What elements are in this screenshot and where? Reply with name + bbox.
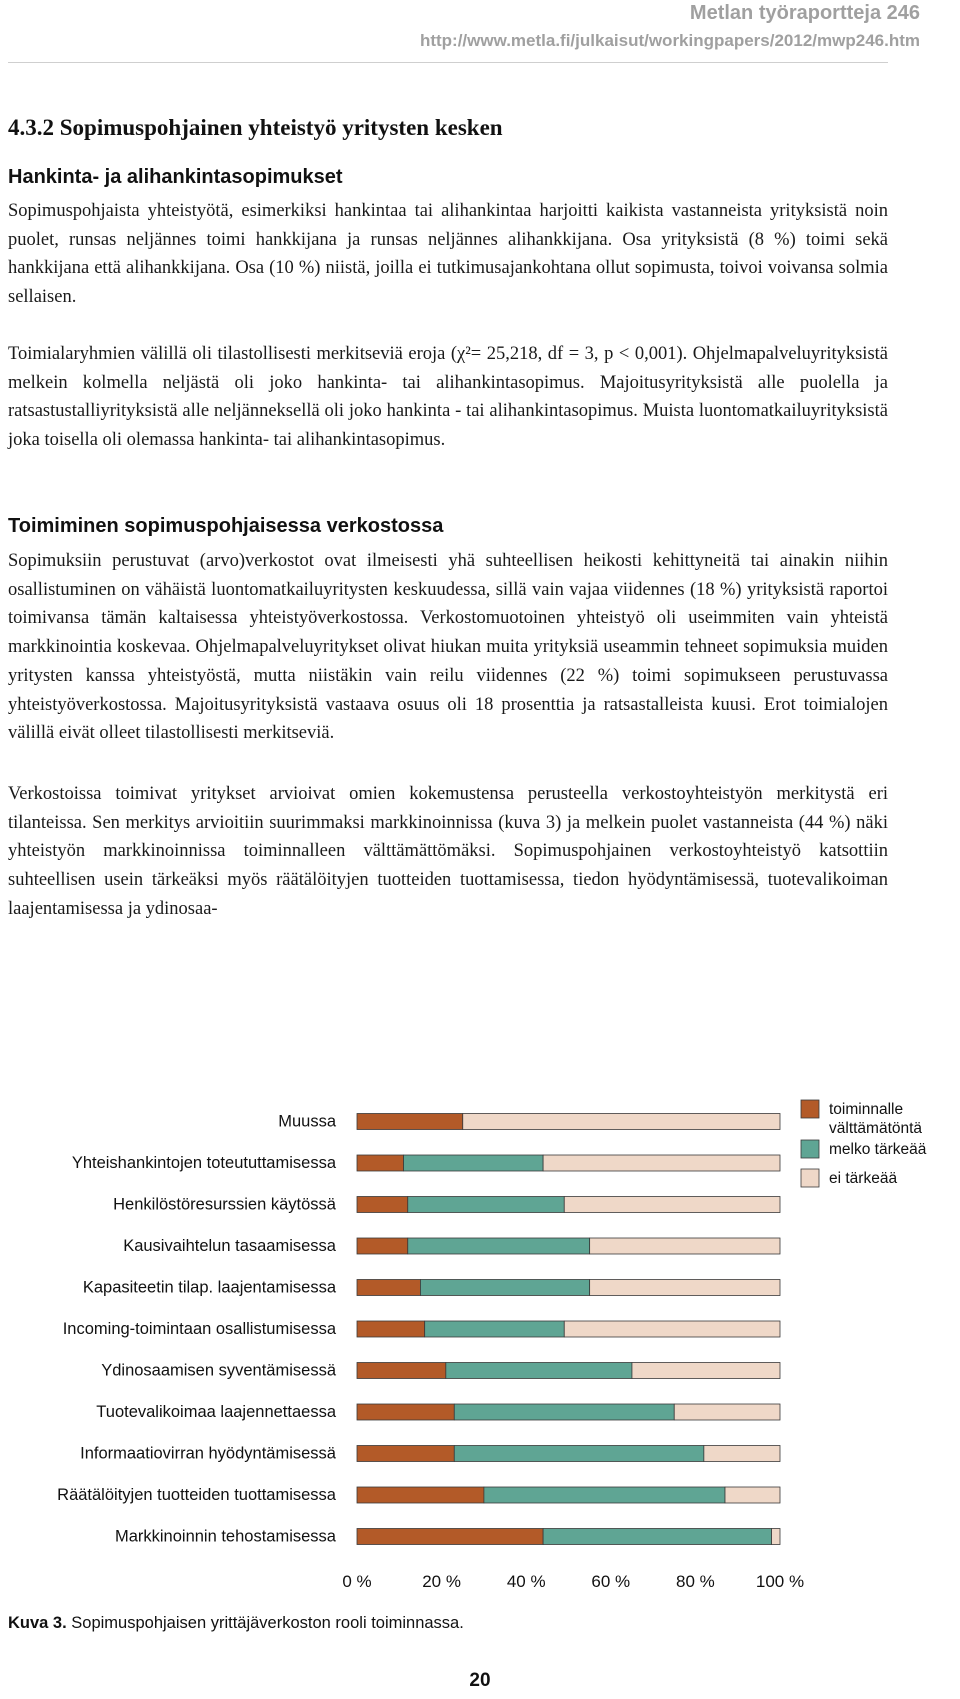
legend-swatch	[801, 1169, 819, 1187]
category-label: Incoming-toimintaan osallistumisessa	[62, 1320, 336, 1338]
category-label: Yhteishankintojen toteututtamisessa	[71, 1154, 336, 1172]
bar-segment-not-important	[463, 1114, 780, 1130]
bar-segment-fairly-important	[408, 1197, 565, 1213]
category-label: Räätälöityjen tuotteiden tuottamisessa	[57, 1486, 336, 1504]
bar-segment-fairly-important	[454, 1404, 674, 1420]
legend-label: ei tärkeää	[829, 1170, 898, 1187]
x-tick-label: 60 %	[591, 1572, 631, 1591]
category-label: Muussa	[278, 1112, 336, 1131]
bar-segment-not-important	[704, 1446, 780, 1462]
bar-segment-not-important	[674, 1404, 780, 1420]
category-label: Tuotevalikoimaa laajennettaessa	[96, 1403, 336, 1421]
legend-label: toiminnalle välttämätöntä	[829, 1101, 923, 1137]
paragraph-network-2: Verkostoissa toimivat yritykset arvioivat omien kokemustensa perusteella verkostoyhteistyön merkitystä eri tilanteissa. Sen merkitys arvioitiin suurimmaksi markkinoinnissa (kuva 3) ja melkein puolet vastanneista (44 %) näki yhteistyön markkinoinnissa toiminnalleen välttämättömäksi. Sopimuspohjainen verkostoyhteistyö katsottiin suhteellisen usein tärkeäksi myös räätälöityjen tuotteiden tuottamisessa, tiedon hyödyntämisessä, tuotevalikoiman laajentamisessa ja ydinosaa-	[8, 784, 888, 919]
legend-swatch	[801, 1140, 819, 1158]
bar-segment-essential	[357, 1446, 454, 1462]
paragraph-network-1: Sopimuksiin perustuvat (arvo)verkostot ovat ilmeisesti yhä suhteellisen heikosti kehittyneitä tai ainakin niihin osallistuminen on vähäistä luontomatkailuyritysten keskuudessa, sillä vain vajaa viidennes (18 %) yrityksistä raportoi toimivansa tämän kaltaisessa yhteistyöverkostossa. Verkostomuotoinen yhteistyö oli useimmiten vain yhteistä markkinointia koskevaa. Ohjelmapalveluyritykset olivat hiukan muita yrityksiä useammin tehneet sopimuksia muiden yritysten kanssa yhteistyöstä, mutta niistäkin vain reilu viidennes (22 %) toimi sopimukseen perustuvassa yhteistyöverkostossa. Majoitusyrityksistä vastaava osuus oli 18 prosenttia ja ratsastalleista kuusi. Erot toimialojen välillä eivät olleet tilastollisesti merkitseviä.	[8, 551, 888, 744]
bar-segment-fairly-important	[446, 1363, 632, 1379]
bar-segment-not-important	[564, 1197, 780, 1213]
x-tick-label: 20 %	[422, 1572, 461, 1591]
x-tick-label: 100 %	[755, 1572, 805, 1591]
bar-segment-essential	[357, 1321, 425, 1337]
legend	[801, 1100, 927, 1187]
report-url[interactable]: http://www.metla.fi/julkaisut/workingpapers/2012/mwp246.htm	[419, 31, 920, 50]
figure-caption	[8, 1614, 464, 1633]
header-divider	[8, 62, 888, 63]
paragraph-contracts-2: Toimialaryhmien välillä oli tilastollisesti merkitseviä eroja (χ²= 25,218, df = 3, p < 0,001). Ohjelmapalveluyrityksistä melkein kolmella neljästä oli joko hankinta- tai alihankintasopimus. Majoitusyrityksistä alle puolella ja ratsastustalliyrityksistä alle neljänneksellä oli joko hankinta - tai alihankintasopimus. Muista luontomatkailuyrityksistä joka toisella oli olemassa hankinta- tai alihankintasopimus.	[8, 344, 888, 451]
bar-segment-not-important	[772, 1529, 780, 1545]
bar-segment-fairly-important	[408, 1238, 590, 1254]
bar-segment-essential	[357, 1114, 463, 1130]
figure-caption-label: Kuva 3.	[8, 1614, 67, 1632]
figure-3-chart	[0, 1090, 960, 1610]
bar-segment-essential	[357, 1404, 454, 1420]
category-label: Ydinosaamisen syventämisessä	[101, 1361, 336, 1380]
category-label: Kapasiteetin tilap. laajentamisessa	[82, 1278, 336, 1297]
x-tick-label: 0 %	[342, 1572, 372, 1591]
bar-segment-essential	[357, 1529, 543, 1545]
bar-segment-fairly-important	[425, 1321, 565, 1337]
page-number: 20	[469, 1670, 491, 1691]
bar-segment-fairly-important	[543, 1529, 771, 1545]
x-tick-label: 40 %	[506, 1572, 546, 1591]
bar-segment-fairly-important	[420, 1280, 589, 1296]
bar-segment-essential	[357, 1280, 420, 1296]
category-labels	[57, 1113, 337, 1546]
bar-segment-essential	[357, 1197, 408, 1213]
bars-group	[357, 1114, 780, 1545]
subsection-title-network: Toimiminen sopimuspohjaisessa verkostossa	[8, 515, 444, 537]
bar-segment-not-important	[632, 1363, 780, 1379]
bar-segment-essential	[357, 1363, 446, 1379]
bar-segment-essential	[357, 1487, 484, 1503]
paragraph-contracts-1: Sopimuspohjaista yhteistyötä, esimerkiksi hankintaa tai alihankintaa harjoitti kaikista vastanneista yrityksistä noin puolet, runsas neljännes toimi hankkijana ja runsas neljännes alihankkijana. Osa yrityksistä (8 %) toimi sekä hankkijana että alihankkijana. Osa (10 %) niistä, joilla ei tutkimusajankohtana ollut sopimusta, toivoi voivansa solmia sellaisen.	[8, 201, 888, 308]
bar-segment-fairly-important	[404, 1155, 544, 1171]
category-label: Henkilöstöresurssien käytössä	[113, 1195, 336, 1214]
section-title: 4.3.2 Sopimuspohjainen yhteistyö yritysten kesken	[8, 115, 503, 140]
category-label: Kausivaihtelun tasaamisessa	[123, 1237, 336, 1255]
bar-segment-not-important	[590, 1238, 780, 1254]
legend-label: melko tärkeää	[829, 1141, 927, 1158]
subsection-title-contracts: Hankinta- ja alihankintasopimukset	[8, 166, 343, 188]
bar-segment-fairly-important	[454, 1446, 704, 1462]
x-tick-label: 80 %	[676, 1572, 715, 1591]
bar-segment-not-important	[543, 1155, 780, 1171]
x-axis-ticks	[342, 1572, 804, 1591]
bar-segment-not-important	[725, 1487, 780, 1503]
figure-caption-text: Sopimuspohjaisen yrittäjäverkoston rooli toiminnassa.	[66, 1614, 464, 1632]
bar-segment-fairly-important	[484, 1487, 725, 1503]
report-series-title: Metlan työraportteja 246	[689, 2, 920, 24]
bar-segment-essential	[357, 1238, 408, 1254]
category-label: Markkinoinnin tehostamisessa	[114, 1527, 336, 1546]
category-label: Informaatiovirran hyödyntämisessä	[80, 1444, 336, 1463]
legend-swatch	[801, 1100, 819, 1118]
bar-segment-essential	[357, 1155, 404, 1171]
bar-segment-not-important	[564, 1321, 780, 1337]
bar-segment-not-important	[590, 1280, 780, 1296]
